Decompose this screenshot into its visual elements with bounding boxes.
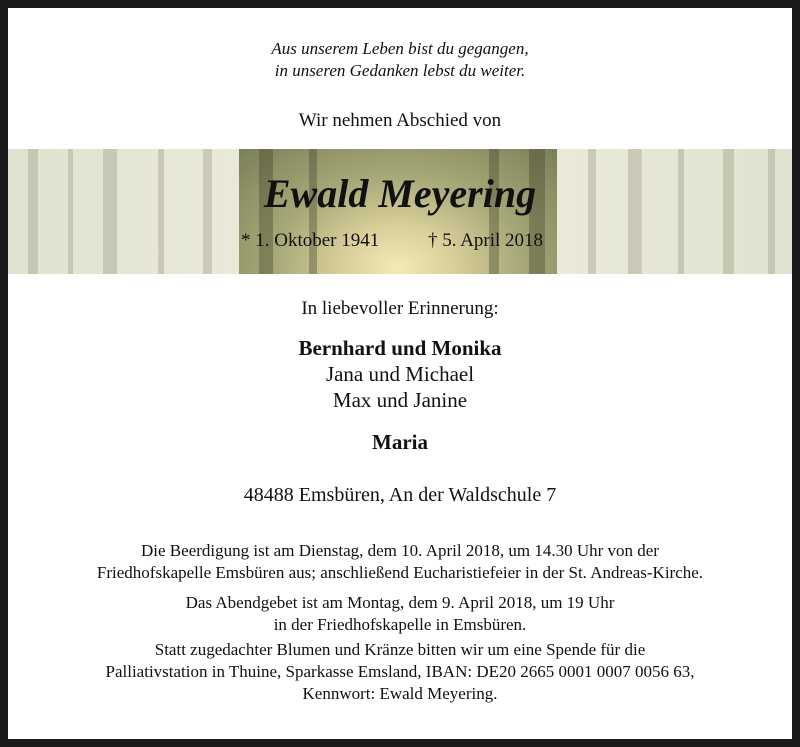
obituary-card [8,8,792,739]
family-member: Max und Janine [332,388,468,412]
funeral-info [8,540,792,584]
quote-line: in unseren Gedanken lebst du weiter. [274,61,526,80]
donation-line: Kennwort: Ewald Meyering. [302,684,498,703]
funeral-line: Die Beerdigung ist am Dienstag, dem 10. April 2018, um 14.30 Uhr von der [141,541,659,560]
prayer-line: Das Abendgebet ist am Montag, dem 9. April 2018, um 19 Uhr [185,593,615,612]
donation-info [8,639,792,705]
birth-date: * 1. Oktober 1941 [241,230,380,251]
family-address: 48488 Emsbüren, An der Waldschule 7 [243,484,557,506]
death-date: † 5. April 2018 [428,230,544,251]
family-member: Jana und Michael [325,362,475,386]
farewell-intro: Wir nehmen Abschied von [298,110,502,131]
evening-prayer-info [8,592,792,636]
family-member: Bernhard und Monika [298,336,502,360]
family-list [8,335,792,413]
prayer-line: in der Friedhofskapelle in Emsbüren. [273,615,527,634]
memory-heading: In liebevoller Erinnerung: [301,298,499,319]
funeral-line: Friedhofskapelle Emsbüren aus; anschließend Eucharistiefeier in der St. Andreas-Kirche. [96,563,704,582]
donation-line: Palliativstation in Thuine, Sparkasse Emsland, IBAN: DE20 2665 0001 0007 0056 63, [105,662,695,681]
donation-line: Statt zugedachter Blumen und Kränze bitten wir um eine Spende für die [154,640,646,659]
family-member-maria: Maria [372,430,428,454]
quote-line: Aus unserem Leben bist du gegangen, [271,39,529,58]
deceased-name: Ewald Meyering [263,171,537,216]
memorial-quote [8,38,792,82]
